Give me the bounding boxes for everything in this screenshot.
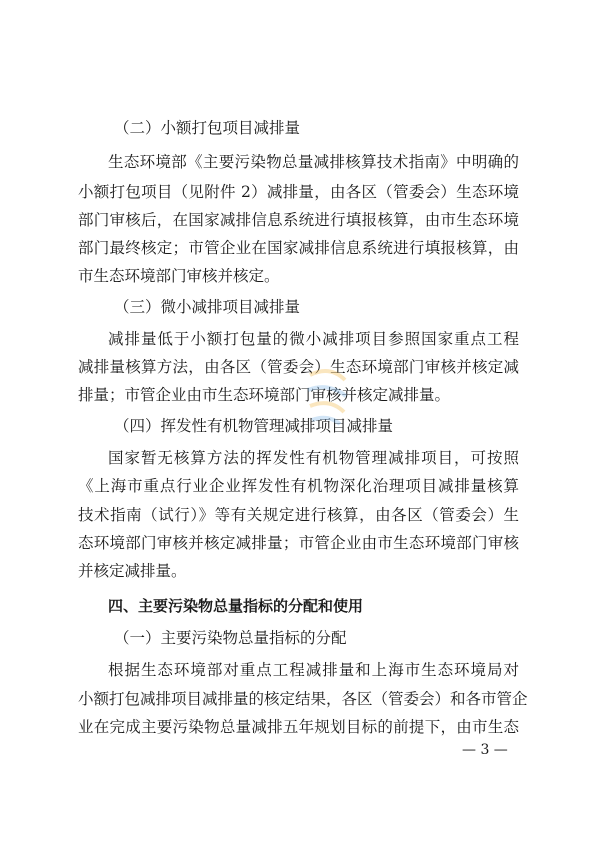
subsection-heading: （四）挥发性有机物管理减排项目减排量 — [114, 417, 394, 435]
paragraph-line: 态环境部门审核并核定减排量；市管企业由市生态环境部门审核 — [78, 534, 519, 552]
paragraph-line: 根据生态环境部对重点工程减排量和上海市生态环境局对 — [108, 661, 519, 679]
section-title: 四、主要污染物总量指标的分配和使用 — [108, 597, 364, 615]
paragraph-line: 部门最终核定；市管企业在国家减排信息系统进行填报核算，由 — [78, 239, 519, 257]
paragraph-line: 小额打包减排项目减排量的核定结果，各区（管委会）和各市管企 — [78, 690, 528, 708]
subsection-heading: （一）主要污染物总量指标的分配 — [114, 629, 347, 647]
paragraph-line: 《上海市重点行业企业挥发性有机物深化治理项目减排量核算 — [78, 477, 519, 495]
paragraph-line: 技术指南（试行）》等有关规定进行核算，由各区（管委会）生 — [78, 506, 519, 524]
subsection-heading: （三）微小减排项目减排量 — [114, 298, 301, 316]
paragraph-line: 小额打包项目（见附件 2）减排量，由各区（管委会）生态环境 — [78, 183, 519, 201]
page-number: — 3 — — [462, 742, 508, 758]
paragraph-line: 减排量核算方法，由各区（管委会）生态环境部门审核并核定减 — [78, 358, 519, 376]
paragraph-line: 生态环境部《主要污染物总量减排核算技术指南》中明确的 — [108, 153, 519, 171]
paragraph-line: 排量；市管企业由市生态环境部门审核并核定减排量。 — [78, 386, 451, 404]
subsection-heading: （二）小额打包项目减排量 — [114, 119, 301, 137]
paragraph-line: 业在完成主要污染物总量减排五年规划目标的前提下，由市生态 — [78, 718, 519, 736]
paragraph-line: 市生态环境部门审核并核定。 — [78, 267, 280, 285]
paragraph-line: 并核定减排量。 — [78, 562, 187, 580]
paragraph-line: 减排量低于小额打包量的微小减排项目参照国家重点工程 — [108, 330, 519, 348]
watermark-logo — [300, 360, 355, 430]
paragraph-line: 部门审核后，在国家减排信息系统进行填报核算，由市生态环境 — [78, 211, 519, 229]
paragraph-line: 国家暂无核算方法的挥发性有机物管理减排项目，可按照 — [108, 449, 519, 467]
